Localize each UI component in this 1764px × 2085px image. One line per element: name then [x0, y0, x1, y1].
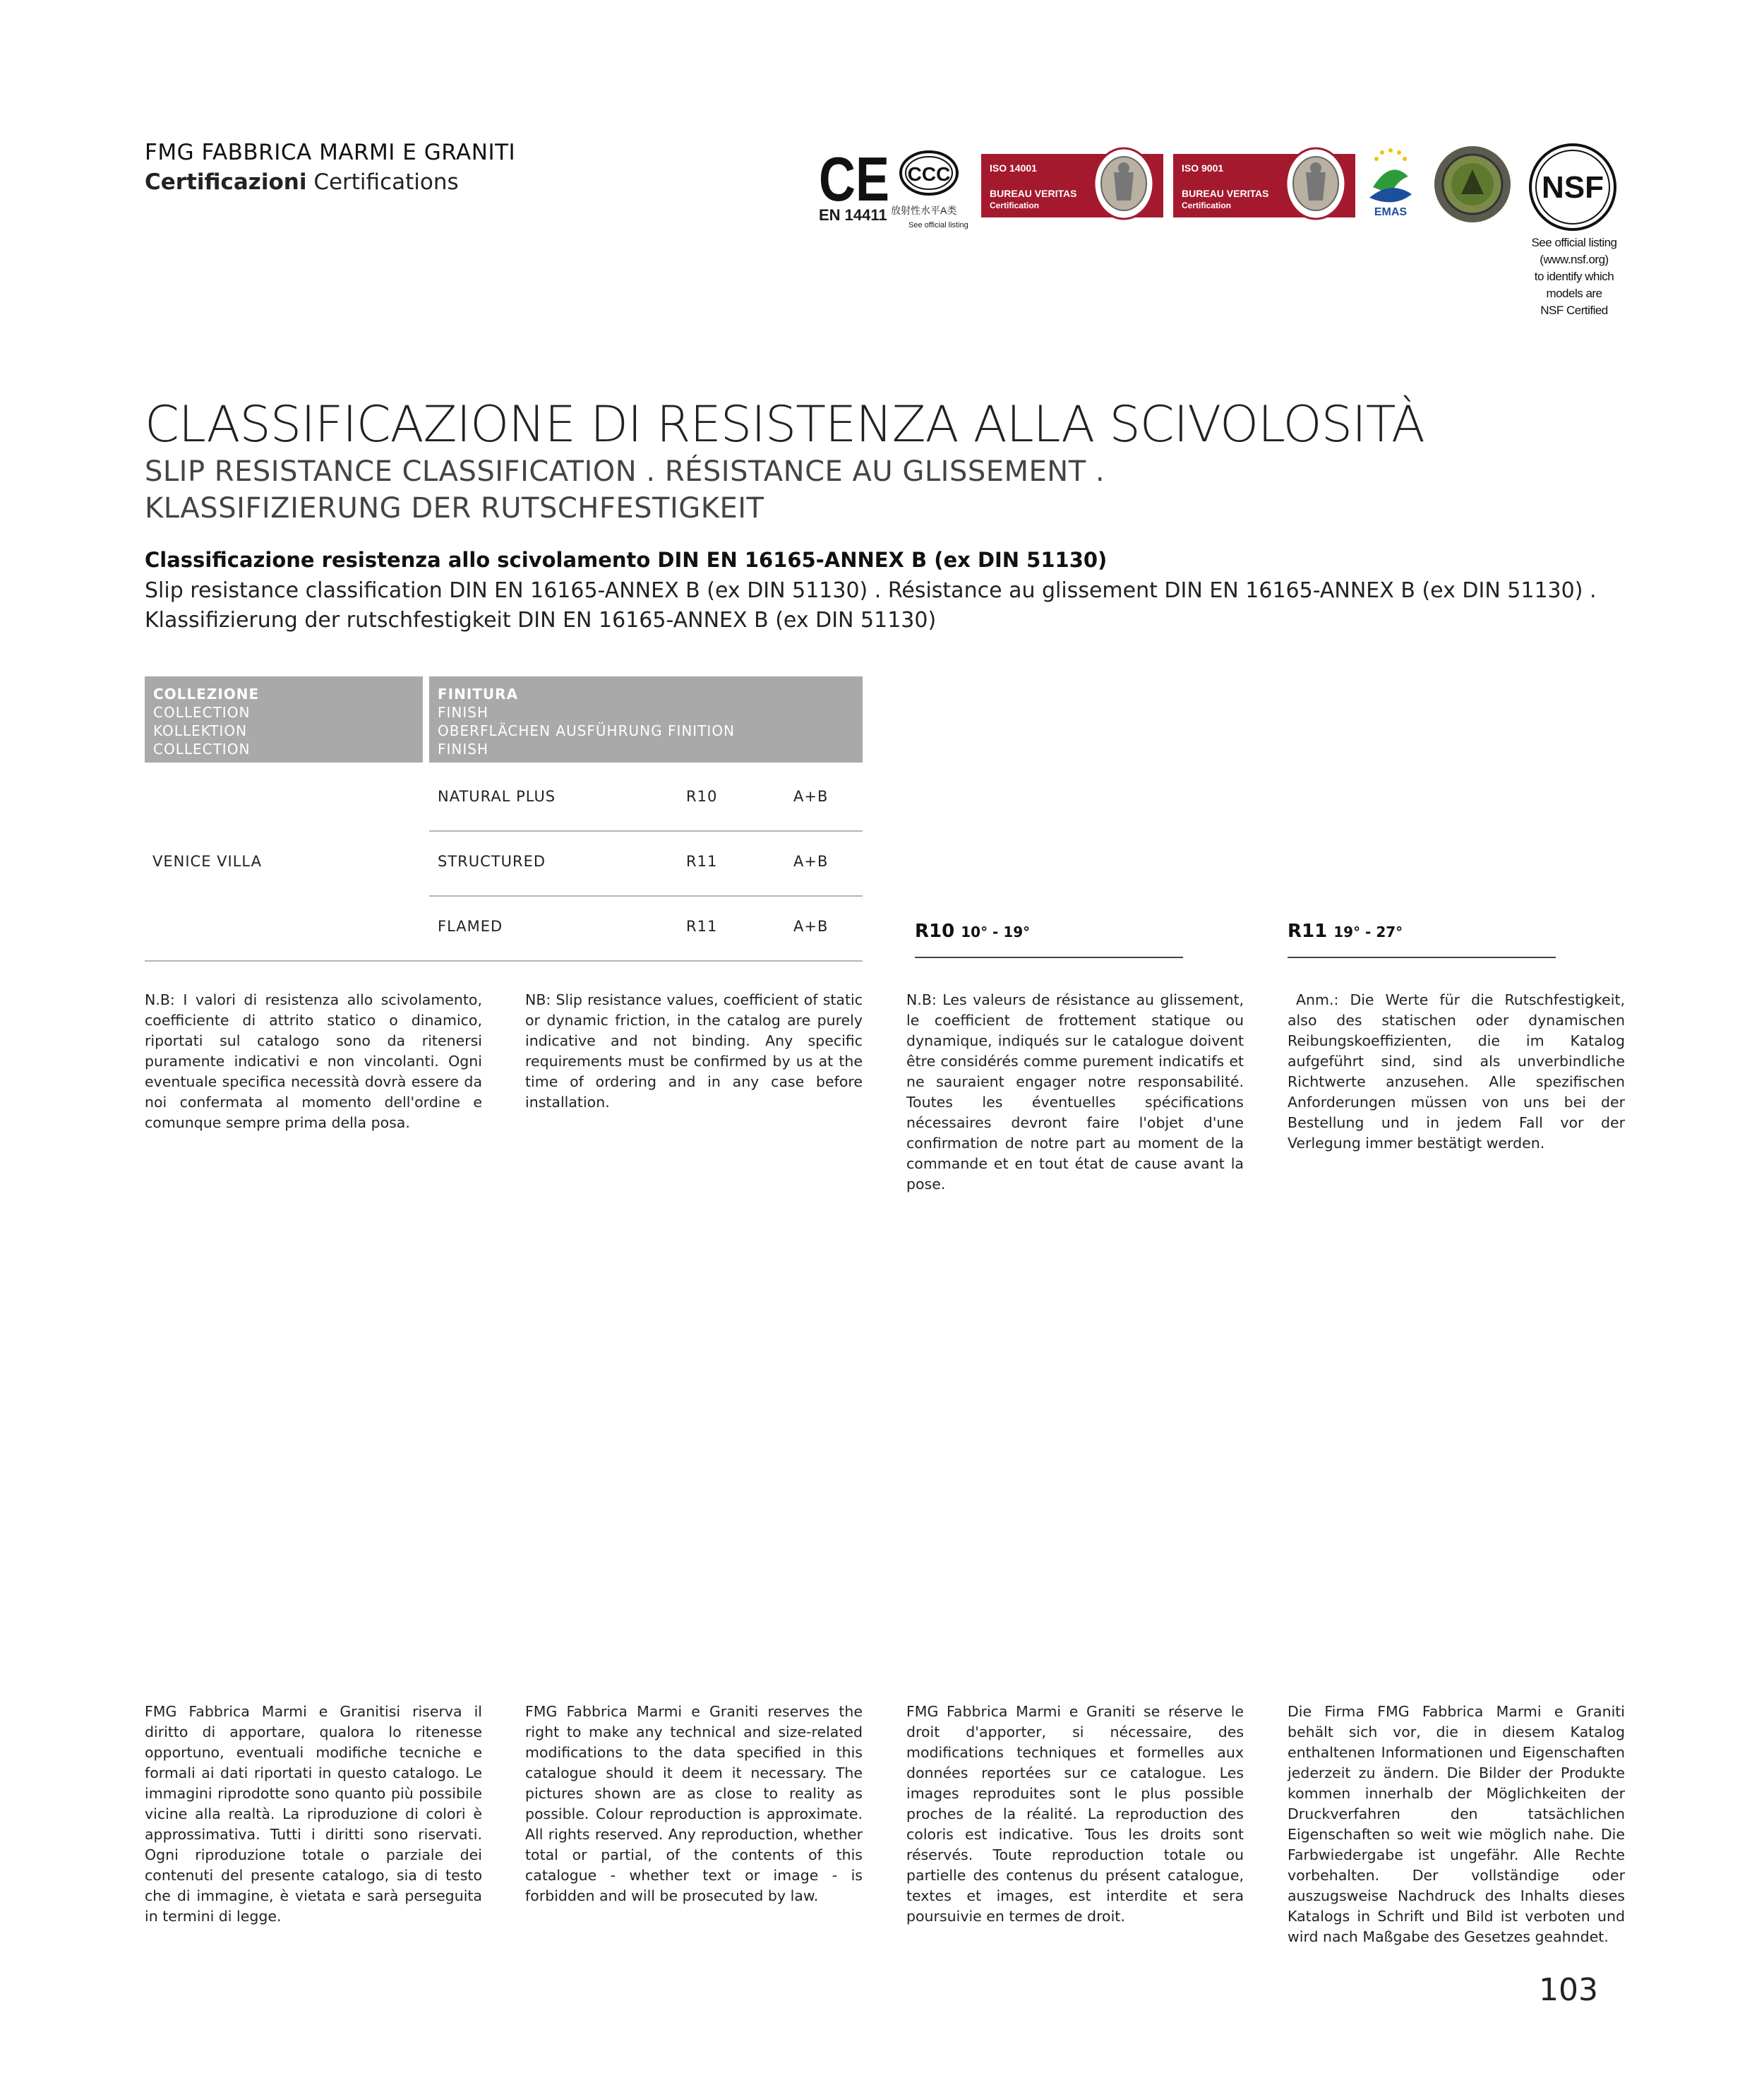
- en-standard: EN 14411: [819, 206, 887, 224]
- ccc-mark-icon: [899, 150, 959, 196]
- rating-label: R10: [915, 921, 955, 942]
- disclaimer-de: Die Firma FMG Fabbrica Marmi e Graniti behält sich vor, die in diesem Katalog enthaltenen Informationen und Eigenschaften jederzeit zu ändern. Die Bilder der Produkte kommen innerhalb der Möglichkeiten der Druckverfahren den tatsächlichen Eigenschaften so weit wie möglich nahe. Die Farbwiedergabe ist ungefähr. Alle Rechte vorbehalten. Der vollständige oder auszugsweise Nachdruck des Inhalts dieses Katalogs in Schrift und Bild ist verboten und wird nach Maßgabe des Gesetzes geahndet.: [1288, 1703, 1625, 1945]
- company-name: FMG FABBRICA MARMI E GRANITI: [145, 140, 516, 165]
- finish-name: NATURAL PLUS: [438, 788, 556, 805]
- section-label-en: Certifications: [313, 169, 459, 195]
- ccc-mark-text: CCC: [907, 163, 951, 185]
- header-label: COLLEZIONE: [153, 686, 260, 703]
- finish-rating: R11: [686, 853, 718, 870]
- finish-class: A+B: [793, 788, 829, 805]
- finish-rating: R10: [686, 788, 718, 805]
- finish-name: STRUCTURED: [438, 853, 546, 870]
- ccc-note: See official listing: [908, 221, 968, 229]
- nsf-mark-text: NSF: [1542, 170, 1604, 205]
- page-subtitle-line1: SLIP RESISTANCE CLASSIFICATION . RÉSISTANCE AU GLISSEMENT .: [145, 455, 1105, 488]
- note-it: N.B: I valori di resistenza allo scivolamento, coefficiente di attrito statico o dinamico, riportati sul catalogo sono da ritenersi puramente indicativi e non vincolanti. Ogni eventuale specifica necessità dovrà essere da noi confermata al momento dell'ordine e comunque sempre prima della posa.: [145, 991, 482, 1131]
- classification-line2: Klassifizierung der rutschfestigkeit DIN EN 16165-ANNEX B (ex DIN 51130): [145, 608, 937, 633]
- header-label: COLLECTION: [153, 741, 251, 758]
- page-subtitle-line2: KLASSIFIZIERUNG DER RUTSCHFESTIGKEIT: [145, 492, 764, 525]
- classification-heading: Classificazione resistenza allo scivolamento DIN EN 16165-ANNEX B (ex DIN 51130): [145, 548, 1108, 572]
- iso14001-code: ISO 14001: [990, 162, 1037, 174]
- nsf-note-line: NSF Certified: [1540, 304, 1608, 317]
- table-header-finish: [429, 676, 863, 763]
- finish-name: FLAMED: [438, 918, 503, 935]
- header-label: FINITURA: [438, 686, 519, 703]
- row-divider: [429, 895, 863, 897]
- table-header-collection: [145, 676, 423, 763]
- rating-r10: [915, 921, 1030, 942]
- disclaimer-it: FMG Fabbrica Marmi e Granitisi riserva il diritto di apportare, qualora lo ritenesse opportuno, eventuali modifiche tecniche e formali ai dati riportati in questo catalogo. Le immagini riprodotte sono quanto più possibile vicine alla realtà. La riproduzione di colori è approssimativa. Tutti i diritti sono riservati. Ogni riproduzione totale o parziale dei contenuti del presente catalogo, sia di testo che di immagine, è vietata e sarà perseguita in termini di legge.: [145, 1703, 482, 1925]
- disclaimer-en: FMG Fabbrica Marmi e Graniti reserves the right to make any technical and size-related modifications to the data specified in this catalogue should it deem it necessary. The pictures shown are as close to reality as possible. Colour reproduction is approximate. All rights reserved. Any reproduction, whether total or partial, of the contents of this catalogue - whether text or image - is forbidden and will be prosecuted by law.: [525, 1703, 863, 1904]
- emas-logo-icon: [1355, 145, 1426, 229]
- iso9001-badge: [1173, 154, 1355, 217]
- collection-name: VENICE VILLA: [152, 853, 262, 870]
- note-de: Anm.: Die Werte für die Rutschfestigkeit, also des statischen oder dynamischen Reibungskoeffizienten, die im Katalog aufgeführt sind, sind als unverbindliche Richtwerte anzusehen. Alle spezifischen Anforderungen müssen von uns bei der Bestellung und in jedem Fall vor der Verlegung immer bestätigt werden.: [1288, 991, 1625, 1152]
- iso9001-issuer: BUREAU VERITAS: [1182, 188, 1269, 199]
- nsf-note: [1518, 234, 1631, 319]
- finish-class: A+B: [793, 853, 829, 870]
- nsf-logo-icon: [1528, 143, 1617, 232]
- header-label: KOLLEKTION: [153, 722, 248, 739]
- ce-mark-icon: [819, 150, 889, 206]
- row-divider: [429, 830, 863, 832]
- iso14001-issuer: BUREAU VERITAS: [990, 188, 1077, 199]
- rating-underline: [915, 957, 1183, 958]
- ce-mark-text: CE: [819, 150, 889, 206]
- iso14001-type: Certification: [990, 201, 1040, 210]
- note-en: NB: Slip resistance values, coefficient of static or dynamic friction, in the catalog are purely indicative and not binding. Any specific requirements must be confirmed by us at the time of ordering and in any case before installation.: [525, 991, 863, 1111]
- iso9001-type: Certification: [1182, 201, 1232, 210]
- finish-rating: R11: [686, 918, 718, 935]
- nsf-note-line: to identify which: [1534, 270, 1614, 283]
- rating-r11: [1288, 921, 1403, 942]
- section-label-it: Certificazioni: [145, 169, 307, 195]
- ccc-subtext: 放射性水平A类: [891, 205, 957, 216]
- page-title: CLASSIFICAZIONE DI RESISTENZA ALLA SCIVOLOSITÀ: [145, 395, 1424, 453]
- page-subtitle: [145, 453, 1105, 527]
- header-label: OBERFLÄCHEN AUSFÜHRUNG FINITION: [438, 722, 736, 739]
- note-fr: N.B: Les valeurs de résistance au glissement, le coefficient de frottement statique ou dynamique, indiqués sur le catalogue doivent être considérés comme purement indicatifs et ne sauraient engager notre responsabilité. Toutes les éventuelles spécifications nécessaires devront faire l'objet d'une confirmation de notre part au moment de la commande et en tout état de cause avant la pose.: [906, 991, 1244, 1193]
- disclaimer-fr: FMG Fabbrica Marmi e Graniti se réserve le droit d'apporter, si nécessaire, des modifications techniques et formelles aux données reportées sur ce catalogue. Les images reproduites sont le plus possible proches de la réalité. La reproduction des coloris est indicative. Tous les droits sont réservés. Toute reproduction totale ou partielle des contenus du présent catalogue, textes et images, est interdite et sera poursuivie en termes de droit.: [906, 1703, 1244, 1925]
- rating-range: 19° - 27°: [1333, 924, 1403, 940]
- classification-description: [145, 576, 1597, 635]
- rating-range: 10° - 19°: [961, 924, 1031, 940]
- header-label: FINISH: [438, 741, 488, 758]
- bureau-veritas-seal-icon: [1093, 144, 1155, 220]
- header-label: COLLECTION: [153, 704, 251, 721]
- green-building-seal-icon: [1433, 145, 1512, 224]
- table-bottom-line: [145, 960, 863, 962]
- nsf-note-line: models are: [1546, 287, 1602, 300]
- nsf-note-line: See official listing: [1531, 236, 1617, 249]
- emas-label: EMAS: [1374, 206, 1408, 218]
- page-number: 103: [1539, 1972, 1598, 2008]
- iso9001-code: ISO 9001: [1182, 162, 1224, 174]
- nsf-note-line: (www.nsf.org): [1540, 253, 1609, 266]
- section-label: [145, 169, 459, 195]
- iso14001-badge: [981, 154, 1163, 217]
- bureau-veritas-seal-icon: [1285, 144, 1347, 220]
- finish-class: A+B: [793, 918, 829, 935]
- header-label: FINISH: [438, 704, 488, 721]
- rating-label: R11: [1288, 921, 1328, 942]
- rating-underline: [1288, 957, 1556, 958]
- classification-line1: Slip resistance classification DIN EN 16165-ANNEX B (ex DIN 51130) . Résistance au glissement DIN EN 16165-ANNEX B (ex DIN 51130) .: [145, 578, 1597, 603]
